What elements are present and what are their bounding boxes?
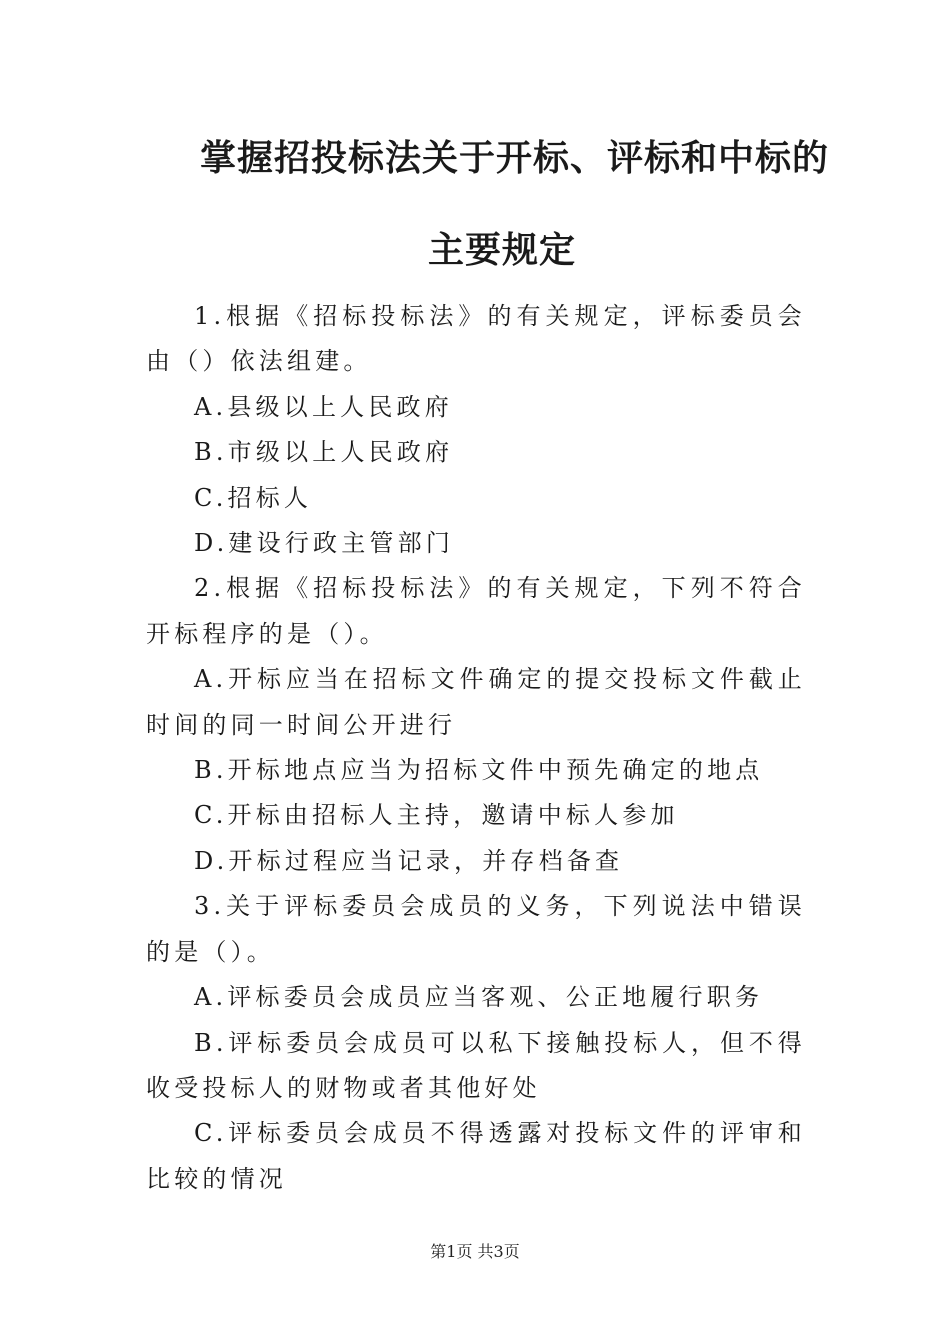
question-3 [146,884,806,1202]
question-option: A.县级以上人民政府 [194,392,453,421]
question-stem: 2.根据《招标投标法》的有关规定，下列不符合开标程序的是（）。 [146,574,806,648]
document-body [146,294,806,1202]
question-1 [146,294,806,566]
question-option: C.评标委员会成员不得透露对投标文件的评审和比较的情况 [146,1119,806,1193]
question-option: B.开标地点应当为招标文件中预先确定的地点 [194,756,764,785]
question-option: C.招标人 [194,483,313,512]
question-option: A.开标应当在招标文件确定的提交投标文件截止时间的同一时间公开进行 [146,665,806,739]
question-option: A.评标委员会成员应当客观、公正地履行职务 [194,983,764,1012]
document-title-line-2: 主要规定 [428,229,577,271]
page-footer: 第1页 共3页 [430,1242,520,1261]
question-option: B.市级以上人民政府 [194,438,454,467]
question-option: D.建设行政主管部门 [194,529,455,558]
question-option: C.开标由招标人主持，邀请中标人参加 [194,801,679,830]
question-option: B.评标委员会成员可以私下接触投标人，但不得收受投标人的财物或者其他好处 [146,1028,806,1102]
document-title-line-1: 掌握招投标法关于开标、评标和中标的 [200,137,830,179]
question-option: D.开标过程应当记录，并存档备查 [194,846,624,875]
question-2 [146,566,806,884]
question-stem: 1.根据《招标投标法》的有关规定，评标委员会由（）依法组建。 [146,302,806,376]
question-stem: 3.关于评标委员会成员的义务，下列说法中错误的是（）。 [146,892,806,966]
